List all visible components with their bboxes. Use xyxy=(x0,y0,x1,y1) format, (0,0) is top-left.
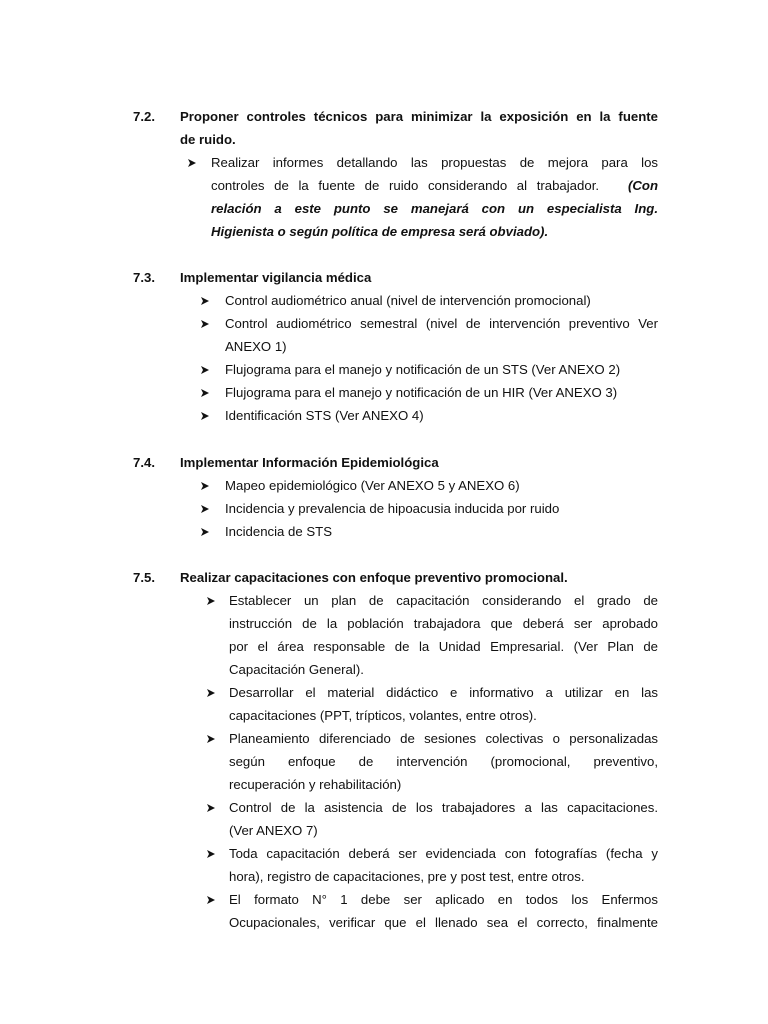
arrow-bullet-icon xyxy=(200,296,210,306)
section-heading: Implementar Información Epidemiológica xyxy=(180,455,439,470)
arrow-bullet-icon xyxy=(200,481,210,491)
arrow-bullet-icon xyxy=(200,319,210,329)
arrow-bullet-icon xyxy=(206,596,216,606)
document-page: 7.2. Proponer controles técnicos para minimizar la exposición en la fuente de ruido. Realizar informes detallando las propuestas de mejora para los controles de la fuente de ruido considerando al trabajador. (Con relación a este punto se manejará con un especialista Ing. Higienista o según política de empresa será obviado). 7.3. Implementar vigilancia médica Control audiométrico anual (nivel de intervención promocional) Control audiométrico semestral (nivel de intervención preventivo Ver ANEXO 1) Flujograma para el manejo y notificación de un STS (Ver ANEXO 2) Flujograma para el manejo y notificación de un HIR (Ver ANEXO 3) Identificación STS (Ver ANEXO 4) 7.4. Implementar Información Epidemiológica Mapeo epidemiológico (Ver ANEXO 5 y ANEXO 6) Incidencia y prevalencia de hipoacusia inducida por ruido Incidencia de STS 7.5. Realizar capacitaciones con enfoque preventivo promocional. Establecer un plan de capacitación considerando el grado de instrucción de la población trabajadora que deberá ser aprobado por el área responsable de la Unidad Empresarial. (Ver Plan de Capacitación General). Desarrollar el material didáctico e informativo a utilizar en las capacitaciones (PPT, trípticos, volantes, entre otros). Planeamiento diferenciado de sesiones colectivas o personalizadas según enfoque de intervención (promocional, preventivo, recuperación y rehabilitación) Control de la asistencia de los trabajadores a las capacitaciones. (Ver ANEXO 7) Toda capacitación deberá ser evidenciada con fotografías (fecha y hora), registro de capacitaciones, pre y post test, entre otros. El formato N° 1 debe ser aplicado en todos los Enfermos Ocupacionales, verificar que el llenado sea el correcto, finalmente xyxy=(0,0,768,1024)
arrow-bullet-icon xyxy=(200,527,210,537)
section-number: 7.4. xyxy=(133,455,155,470)
arrow-bullet-icon xyxy=(206,803,216,813)
arrow-bullet-icon xyxy=(187,158,197,168)
section-heading: Proponer controles técnicos para minimizar la exposición en la fuente de ruido. xyxy=(180,109,658,147)
section-number: 7.5. xyxy=(133,570,155,585)
section-number: 7.3. xyxy=(133,270,155,285)
arrow-bullet-icon xyxy=(206,849,216,859)
arrow-bullet-icon xyxy=(200,411,210,421)
section-heading: Implementar vigilancia médica xyxy=(180,270,372,285)
arrow-bullet-icon xyxy=(206,734,216,744)
arrow-bullet-icon xyxy=(206,895,216,905)
arrow-bullet-icon xyxy=(206,688,216,698)
section-number: 7.2. xyxy=(133,109,155,124)
arrow-bullet-icon xyxy=(200,504,210,514)
arrow-bullet-icon xyxy=(200,365,210,375)
section-heading: Realizar capacitaciones con enfoque preventivo promocional. xyxy=(180,570,568,585)
arrow-bullet-icon xyxy=(200,388,210,398)
